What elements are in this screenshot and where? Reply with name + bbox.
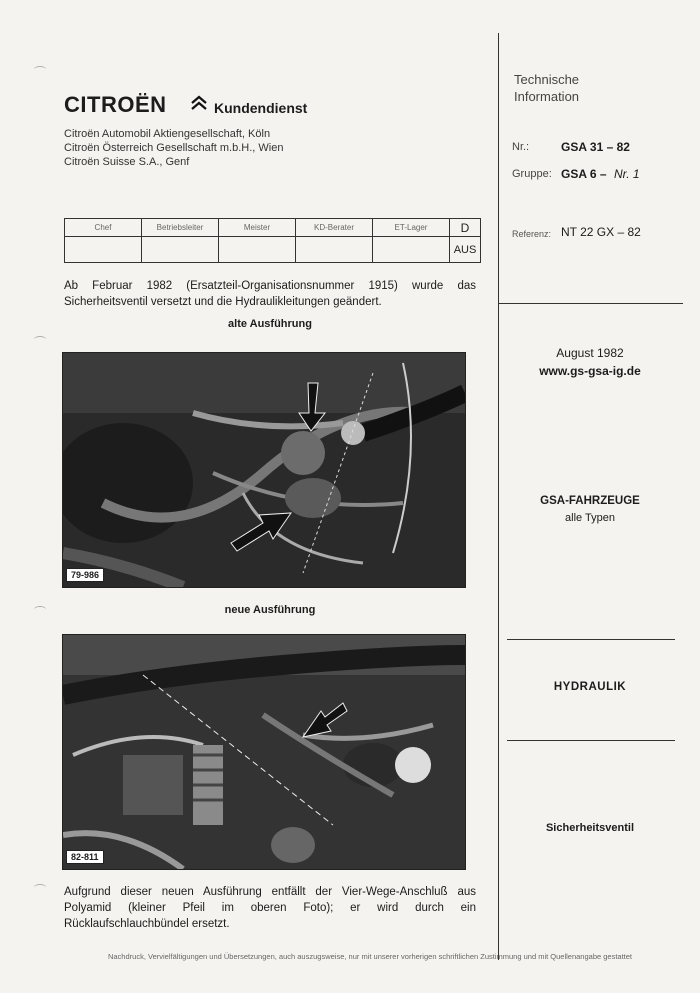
conclusion-paragraph: Aufgrund dieser neuen Ausführung entfällt der Vier-Wege-Anschluß aus Polyamid (kleiner Pfeil im oberen Foto); er wird durch ein Rücklaufschlauchbündel ersetzt. (64, 886, 476, 930)
vehicle-sub-label: alle Typen (565, 512, 615, 524)
topic-label: Sicherheitsventil (545, 822, 635, 834)
table-cell (373, 237, 450, 263)
doc-type-line2: Information (514, 89, 580, 104)
column-header: Chef (65, 219, 142, 237)
caption-new: neue Ausführung (224, 604, 316, 616)
engine-bay-photo (63, 635, 465, 869)
aus-cell: AUS (450, 237, 481, 263)
table-cell (219, 237, 296, 263)
section-label: HYDRAULIK (553, 681, 627, 693)
caption-old: alte Ausführung (228, 318, 312, 330)
issue-date: August 1982 (556, 346, 624, 360)
photo-new-label: 82-811 (66, 850, 104, 864)
distribution-table (64, 218, 481, 263)
divider (507, 639, 675, 640)
punch-mark (34, 884, 46, 891)
doc-type-line1: Technische (514, 72, 580, 87)
nr-label: Nr.: (512, 141, 530, 153)
address-line: Citroën Automobil Aktiengesellschaft, Köln (64, 128, 271, 140)
gruppe-label: Gruppe: (512, 168, 552, 180)
photo-old-label: 79-986 (66, 568, 104, 582)
column-header: D (450, 219, 481, 237)
website-text: www.gs-gsa-ig.de (539, 364, 641, 378)
footer-copyright: Nachdruck, Vervielfältigungen und Übersetzungen, auch auszugsweise, nur mit unserer vorherigen schriftlichen Zustimmung und mit Quellenangabe gestattet (107, 952, 633, 961)
photo-new-version (62, 634, 466, 870)
divider (499, 303, 683, 304)
brand-name: CITROËN (64, 92, 167, 117)
referenz-value: NT 22 GX – 82 (561, 225, 641, 239)
double-chevron-icon (190, 94, 208, 112)
punch-mark (34, 336, 46, 343)
column-header: Betriebsleiter (142, 219, 219, 237)
table-cell (296, 237, 373, 263)
referenz-label: Referenz: (512, 229, 552, 239)
gruppe-value: GSA 6 – (561, 167, 607, 181)
address-line: Citroën Suisse S.A., Genf (64, 156, 190, 168)
table-cell (142, 237, 219, 263)
punch-mark (34, 66, 46, 73)
engine-bay-photo (63, 353, 465, 587)
gruppe-nr: Nr. 1 (614, 167, 640, 181)
punch-mark (34, 606, 46, 613)
vehicle-label: GSA-FAHRZEUGE (540, 495, 640, 507)
table-cell (65, 237, 142, 263)
nr-value: GSA 31 – 82 (561, 140, 630, 154)
department-label: Kundendienst (214, 100, 308, 116)
column-header: ET-Lager (373, 219, 450, 237)
photo-old-version (62, 352, 466, 588)
divider (507, 740, 675, 741)
column-header: KD-Berater (296, 219, 373, 237)
address-line: Citroën Österreich Gesellschaft m.b.H., Wien (64, 142, 284, 154)
column-header: Meister (219, 219, 296, 237)
intro-paragraph: Ab Februar 1982 (Ersatzteil-Organisationsnummer 1915) wurde das Sicherheitsventil versetzt und die Hydraulikleitungen geändert. (64, 280, 476, 308)
